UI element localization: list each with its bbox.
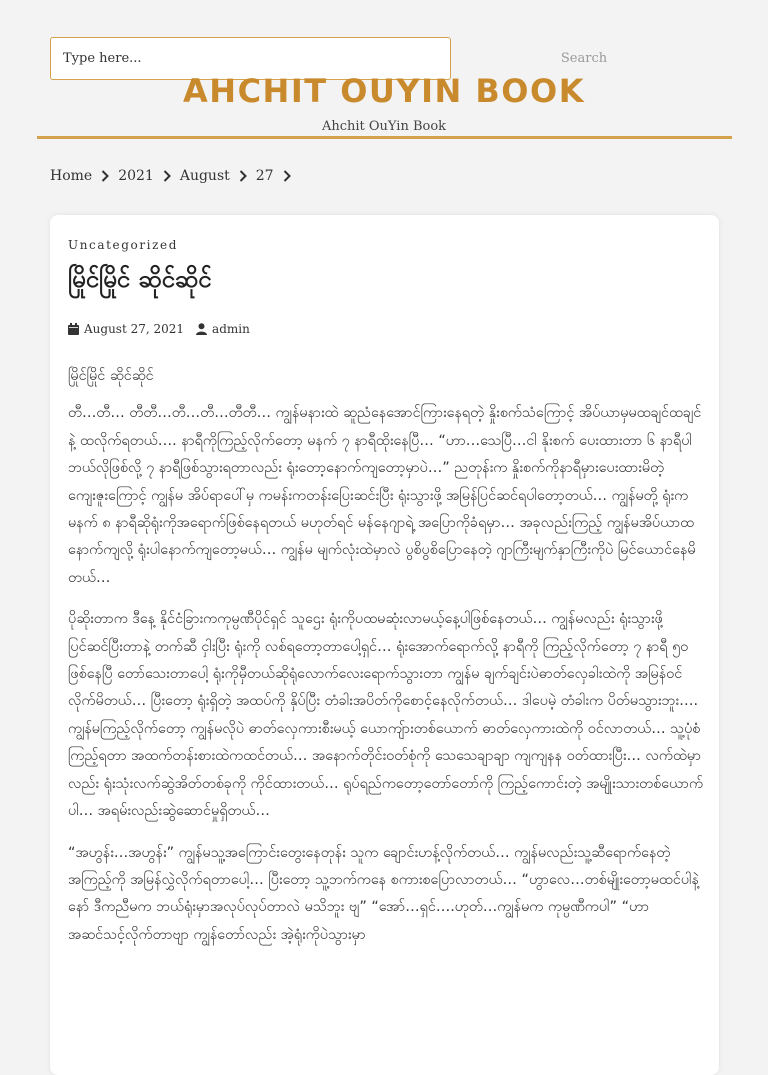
breadcrumb — [50, 168, 300, 184]
post-category[interactable]: Uncategorized — [68, 238, 179, 252]
site-tagline: Ahchit OuYin Book — [321, 119, 447, 134]
post-author-text: admin — [212, 322, 250, 336]
breadcrumb-home[interactable]: Home — [50, 168, 93, 184]
chevron-right-icon — [283, 170, 291, 182]
post-meta — [68, 322, 250, 336]
breadcrumb-day[interactable]: 27 — [255, 168, 274, 184]
header-divider — [37, 136, 732, 139]
post-author[interactable] — [196, 322, 250, 336]
post-paragraph: “အဟွန်း…အဟွန်း” ကျွန်မသူ့အကြောင်းတွေးနေတုန်း သူက ချောင်းဟန့်လိုက်တယ်… ကျွန်မလည်းသူ့ဆီရောက်နေတဲ့ အကြည့်ကို အမြန်လွှဲလိုက်ရတာပေါ့… ပြီးတော့ သူ့ဘက်ကနေ စကားစပြောလာတယ်… “ဟွာလေ…တစ်မျိုးတော့မထင်ပါနဲ့နော် ဒီကညီမက ဘယ်ရုံးမှာအလုပ်လုပ်တာလဲ မသိဘူး ဗျ” “အော်…ရှင်….ဟုတ်…ကျွန်မက ကုမ္ပဏီကပါ” “ဟာ အဆင်သင့်လိုက်တာဗျာ ကျွန်တော်လည်း အဲ့ရုံးကိုပဲသွားမှာ — [68, 844, 699, 943]
calendar-icon — [68, 323, 79, 335]
post-paragraph: ပိုဆိုးတာက ဒီနေ့ နိုင်ငံခြားကကုမ္ပဏီပိုင်ရှင် သူဌေး ရုံးကိုပထမဆုံးလာမယ့်နေ့ပါဖြစ်နေတယ်… ကျွန်မလည်း ရုံးသွားဖို့ ပြင်ဆင်ပြီးတာနဲ့ တက်ဆီ ငှါးပြီး ရုံးကို လစ်ရတော့တာပေါ့ရှင်… ရုံးအောက်ရောက်လို့ နာရီကို ကြည့်လိုက်တော့ ၇ နာရီ ၅၀ ဖြစ်နေပြီ တော်သေးတာပေါ့ ရုံးကိုမှီတယ်ဆိုရုံလောက်လေးရောက်သွားတာ ကျွန်မ ချက်ချင်းပဲဓာတ်လှေခါးထဲကို အမြန်ဝင်လိုက်မိတယ်… ပြီးတော့ ရုံးရှိတဲ့ အထပ်ကို နှိပ်ပြီး တံခါးအပိတ်ကိုစောင့်နေလိုက်တယ်… ဒါပေမဲ့ တံခါးက ပိတ်မသွားဘူး…. ကျွန်မကြည့်လိုက်တော့ ကျွန်မလိုပဲ ဓာတ်လှေကားစီးမယ့် ယောကျ်ားတစ်ယောက် ဓာတ်လှေကားထဲကို ဝင်လာတယ်… သူ့ပုံစံကြည့်ရတာ အထက်တန်းစားထဲကထင်တယ်… အနောက်တိုင်းဝတ်စုံကို သေသေချာချာ ကျကျနန ဝတ်ထားပြီး… လက်ထဲမှာလည်း ရုံးသုံးလက်ဆွဲအိတ်တစ်ခုကို ကိုင်ထားတယ်… ရုပ်ရည်ကတော့တော်တော်ကို ကြည့်ကောင်းတဲ့ အမျိုးသားတစ်ယောက်ပါ… အရမ်းလည်းဆွဲဆောင်မှုရှိတယ်… — [68, 611, 704, 820]
breadcrumb-year[interactable]: 2021 — [118, 168, 154, 184]
user-icon — [196, 323, 207, 335]
post-subheading: မြိုင်မြိုင် ဆိုင်ဆိုင် — [68, 368, 154, 384]
site-title[interactable]: AHCHIT OUYIN BOOK — [183, 72, 585, 110]
site-header — [0, 0, 768, 138]
post-paragraph: တီ…တီ… တီတီ…တီ…တီ…တီတီ… ကျွန်မနားထဲ ဆူညံနေအောင်ကြားနေရတဲ့ နှိုးစက်သံကြောင့် အိပ်ယာမှမထချင်ထချင်နဲ့ ထလိုက်ရတယ်…. နာရီကိုကြည့်လိုက်တော့ မနက် ၇ နာရီထိုးနေပြီ… “ဟာ…သေပြီ…ငါ နိုးစက် ပေးထားတာ ၆ နာရီပါ ဘယ်လိုဖြစ်လို့ ၇ နာရီဖြစ်သွားရတာလည်း ရုံးတော့နောက်ကျတော့မှာပဲ…” ညတုန်းက နှိုးစက်ကိုနာရီမှားပေးထားမိတဲ့ ကျေးဇူးကြောင့် ကျွန်မ အိပ်ရာပေါ်မှ ကမန်းကတန်းပြေးဆင်းပြီး ရုံးသွားဖို့ အမြန်ပြင်ဆင်ရပါတော့တယ်… ကျွန်မတို့ ရုံးကမနက် ၈ နာရီဆိုရုံးကိုအရောက်ဖြစ်နေရတယ် မဟုတ်ရင် မန်နေဂျာရဲ့ အပြောကိုခံရမှာ… အခုလည်းကြည့် ကျွန်မအိပ်ယာထနောက်ကျလို့ ရုံးပါနောက်ကျတော့မယ်… ကျွန်မ မျက်လုံးထဲမှာလဲ ပွစိပွစိပြောနေတဲ့ ဂျာကြီးမျက်နှာကြီးကိုပဲ မြင်ယောင်နေမိတယ်… — [68, 405, 702, 586]
breadcrumb-month[interactable]: August — [179, 168, 230, 184]
post-title: မြိုင်မြိုင် ဆိုင်ဆိုင် — [68, 265, 212, 293]
post-date-text: August 27, 2021 — [84, 322, 185, 336]
post-content — [68, 363, 704, 963]
search-button[interactable]: Search — [548, 44, 620, 72]
chevron-right-icon — [239, 170, 247, 182]
post-date[interactable] — [68, 322, 184, 336]
chevron-right-icon — [163, 170, 171, 182]
post-card — [50, 215, 719, 1075]
chevron-right-icon — [101, 170, 109, 182]
